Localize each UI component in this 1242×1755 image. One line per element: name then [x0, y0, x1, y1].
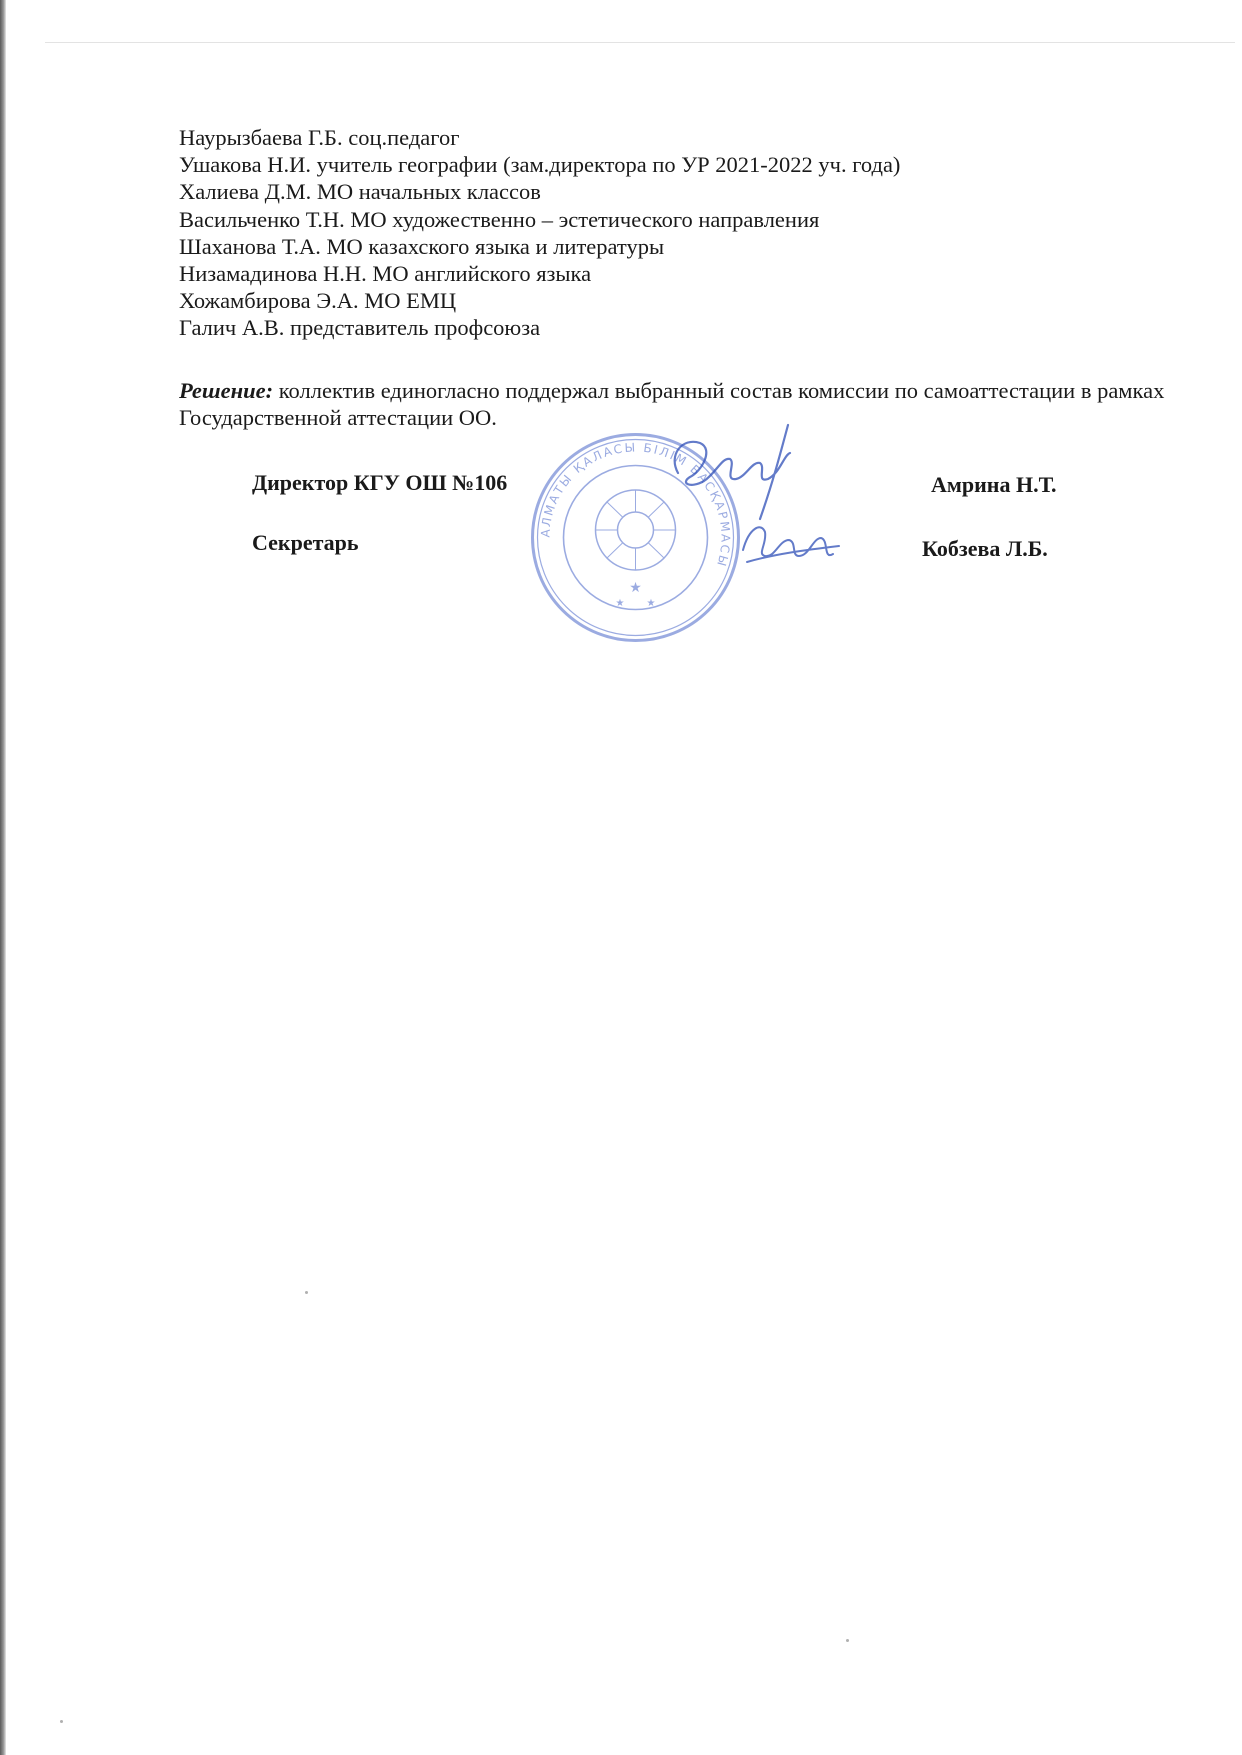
seal-ring-text: АЛМАТЫ ҚАЛАСЫ БІЛІМ БАСҚАРМАСЫ — [538, 440, 733, 570]
decision-label: Решение: — [179, 378, 274, 403]
member-line: Шаханова Т.А. МО казахского языка и литературы — [179, 233, 665, 259]
scan-speck — [846, 1639, 849, 1642]
decision-text: коллектив единогласно поддержал выбранный состав комиссии по самоаттестации в рамках Государственной аттестации ОО. — [179, 378, 1165, 431]
svg-text:★: ★ — [629, 580, 642, 596]
member-line: Галич А.В. представитель профсоюза — [179, 315, 541, 341]
member-line: Васильченко Т.Н. МО художественно – эстетического направления — [179, 206, 820, 232]
director-name: Амрина Н.Т. — [931, 472, 1057, 497]
member-line: Наурызбаева Г.Б. соц.педагог — [179, 125, 460, 150]
member-line: Низамадинова Н.Н. МО английского языка — [179, 261, 592, 287]
scan-speck — [60, 1720, 63, 1723]
svg-text:★: ★ — [646, 598, 656, 609]
member-line: Хожамбирова Э.А. МО ЕМЦ — [179, 288, 457, 314]
secretary-title: Секретарь — [252, 530, 359, 555]
scan-speck — [305, 1291, 308, 1294]
secretary-signature-icon — [735, 510, 845, 570]
secretary-name: Кобзева Л.Б. — [922, 536, 1048, 561]
scan-edge-shadow — [0, 0, 6, 1755]
scan-top-line — [45, 42, 1235, 43]
commission-members-list — [179, 124, 900, 342]
member-line: Халиева Д.М. МО начальных классов — [179, 179, 541, 205]
director-signature-icon — [660, 415, 820, 525]
member-line: Ушакова Н.И. учитель географии (зам.директора по УР 2021-2022 уч. года) — [179, 152, 901, 178]
director-title: Директор КГУ ОШ №106 — [252, 470, 508, 495]
svg-text:★: ★ — [615, 598, 625, 609]
